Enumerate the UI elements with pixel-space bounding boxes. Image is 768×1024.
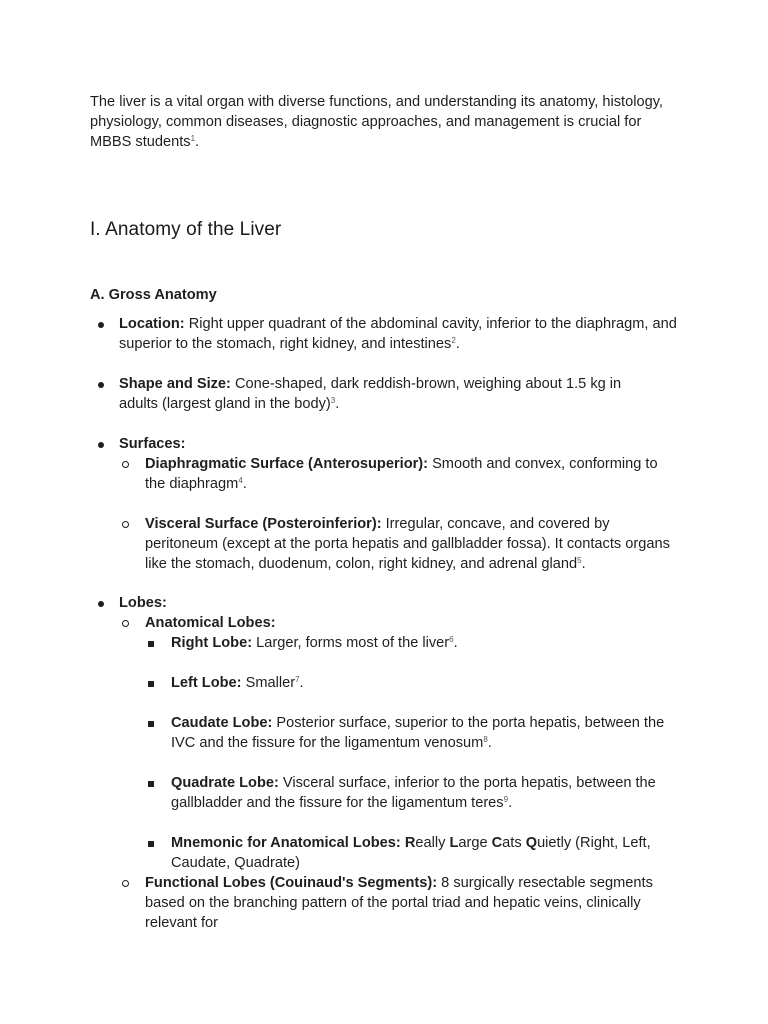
bullet-dot-icon (98, 442, 104, 448)
bullet-dot-icon (98, 382, 104, 388)
list-item-right-lobe: Right Lobe: Larger, forms most of the liver$^6$. (171, 635, 458, 651)
bullet-square-icon (148, 721, 154, 727)
list-item-mnemonic: Mnemonic for Anatomical Lobes: Really Large Cats Quietly (Right, Left, Caudate, Quadrate) (171, 835, 651, 871)
bullet-square-icon (148, 841, 154, 847)
list-item-quadrate-lobe: Quadrate Lobe: Visceral surface, inferior to the porta hepatis, between the gallbladder and the fissure for the ligamentum teres$^9$. (171, 775, 656, 811)
intro-paragraph: The liver is a vital organ with diverse functions, and understanding its anatomy, histology, physiology, common diseases, diagnostic approaches, and management is crucial for MBBS students$^1$. (90, 94, 663, 150)
list-item-surfaces: Surfaces: (119, 436, 186, 452)
bullet-circle-icon (122, 461, 129, 468)
list-item-caudate-lobe: Caudate Lobe: Posterior surface, superior to the porta hepatis, between the IVC and the fissure for the ligamentum venosum$^8$. (171, 715, 665, 751)
footnote-ref[interactable]: 7 (295, 675, 300, 684)
list-item-functional-lobes: Functional Lobes (Couinaud's Segments): 8 surgically resectable segments based on the branching pattern of the portal triad and hepatic veins, clinically relevant for (145, 875, 653, 931)
bullet-square-icon (148, 681, 154, 687)
list-item-diaphragmatic: Diaphragmatic Surface (Anterosuperior): Smooth and convex, conforming to the diaphragm$^4$. (145, 456, 658, 492)
footnote-ref[interactable]: 3 (330, 396, 336, 405)
footnote-ref[interactable]: 1 (190, 134, 196, 143)
section-heading: I. Anatomy of the Liver (90, 219, 282, 240)
list-item-left-lobe: Left Lobe: Smaller$^7$. (171, 675, 304, 691)
bullet-square-icon (148, 781, 154, 787)
subsection-heading: A. Gross Anatomy (90, 287, 217, 303)
list-item-visceral: Visceral Surface (Posteroinferior): Irregular, concave, and covered by peritoneum (except at the porta hepatis and gallbladder fossa). It contacts organs like the stomach, duodenum, colon, right kidney, and adrenal gland$^5$. (145, 516, 670, 572)
list-item-anatomical-lobes: Anatomical Lobes: (145, 615, 276, 631)
footnote-ref[interactable]: 8 (483, 735, 488, 744)
list-item-location: Location: Right upper quadrant of the abdominal cavity, inferior to the diaphragm, and superior to the stomach, right kidney, and intestines$^2$. (119, 316, 677, 352)
footnote-ref[interactable]: 9 (503, 795, 509, 804)
footnote-ref[interactable]: 5 (577, 556, 582, 565)
list-item-shape: Shape and Size: Cone-shaped, dark reddish-brown, weighing about 1.5 kg in adults (largest gland in the body)$^3$. (119, 376, 622, 412)
list-item-lobes: Lobes: (119, 595, 167, 611)
bullet-circle-icon (122, 521, 129, 528)
bullet-dot-icon (98, 322, 104, 328)
bullet-circle-icon (122, 880, 129, 887)
bullet-circle-icon (122, 620, 129, 627)
footnote-ref[interactable]: 6 (449, 635, 454, 644)
intro-text: The liver is a vital organ with diverse functions, and understanding its anatomy, histology, physiology, common diseases, diagnostic approaches, and management is crucial for MBBS students (90, 94, 663, 150)
footnote-ref[interactable]: 2 (451, 336, 456, 345)
bullet-dot-icon (98, 601, 104, 607)
bullet-square-icon (148, 641, 154, 647)
footnote-ref[interactable]: 4 (238, 476, 243, 485)
